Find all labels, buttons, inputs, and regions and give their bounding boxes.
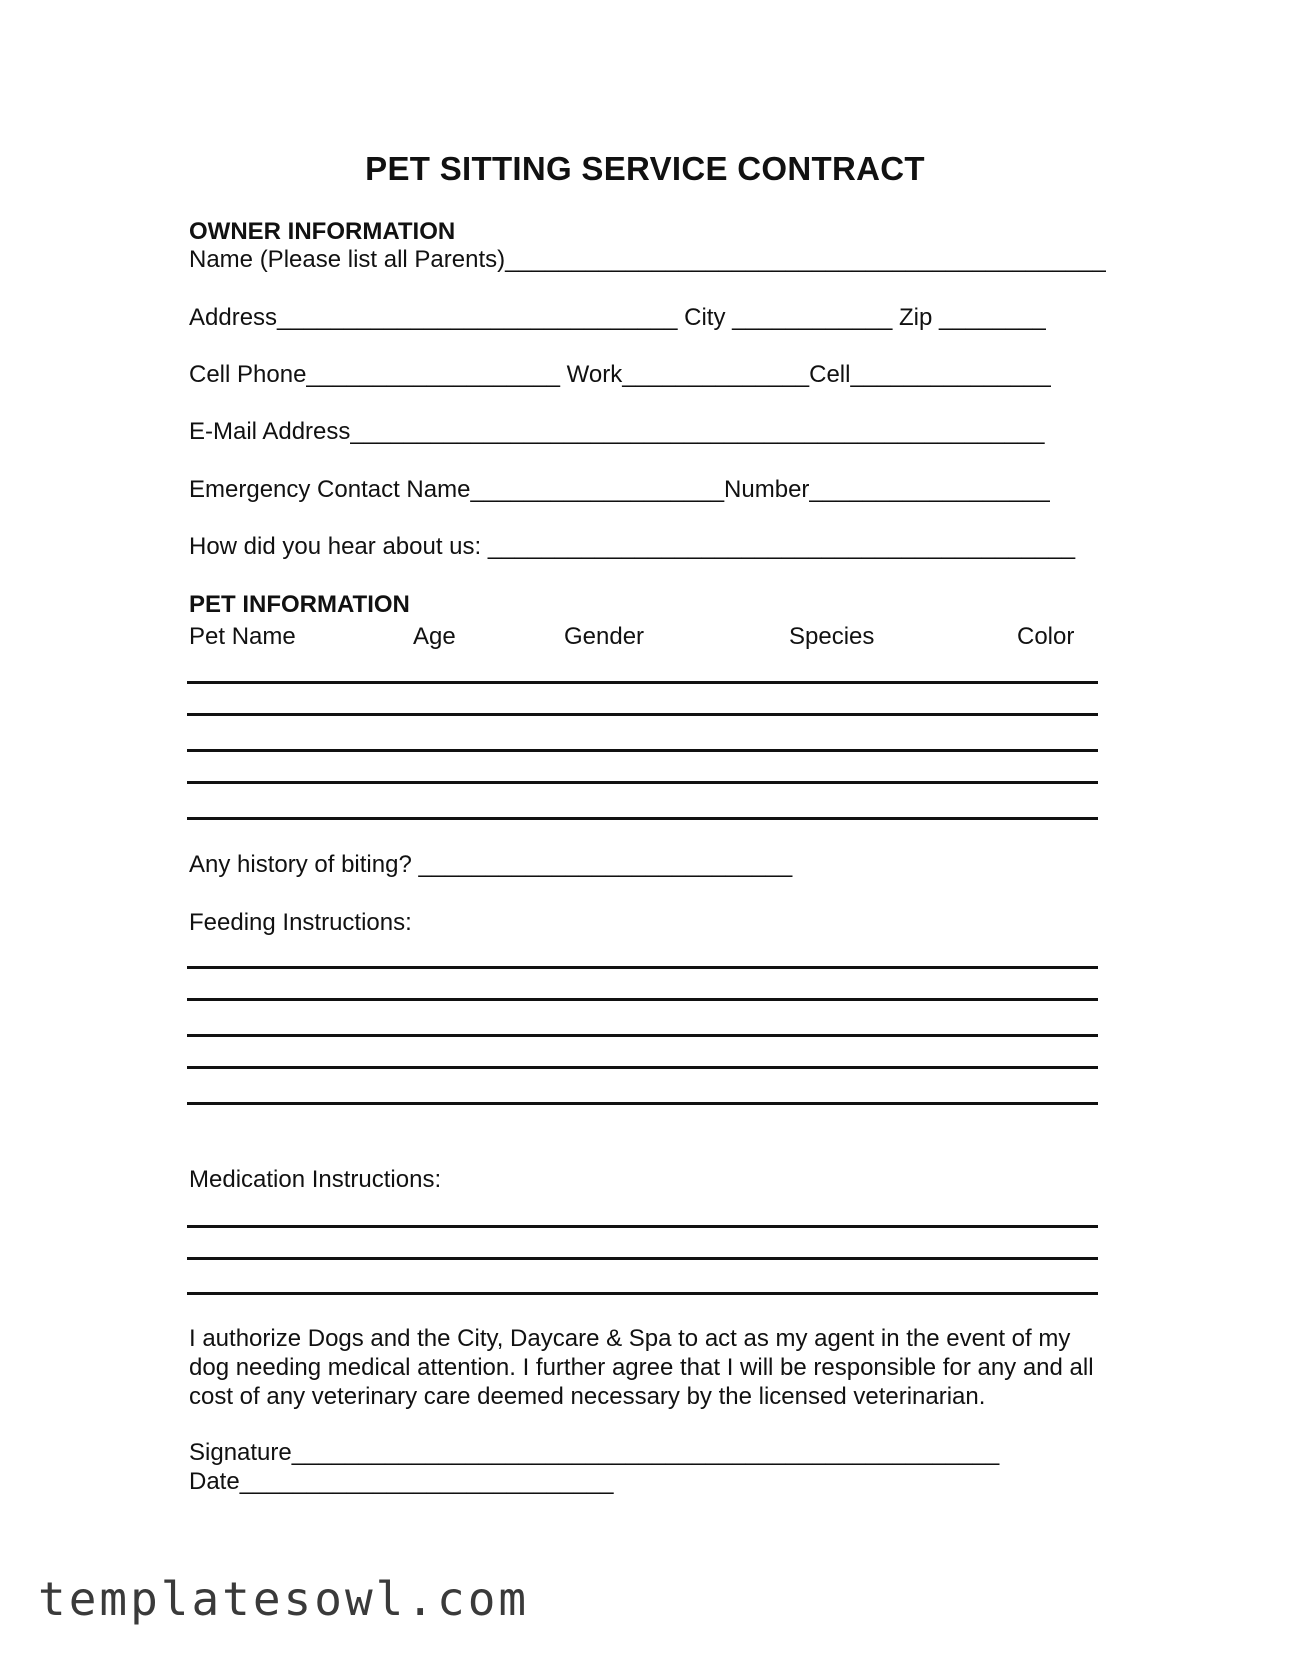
- medication-entry-line[interactable]: [187, 1292, 1098, 1295]
- feeding-entry-line[interactable]: [187, 966, 1098, 969]
- biting-history-field[interactable]: Any history of biting? ____________________________: [189, 851, 793, 878]
- column-color: Color: [1017, 623, 1075, 650]
- emergency-contact-field[interactable]: Emergency Contact Name___________________Number__________________: [189, 476, 1050, 503]
- page-title: PET SITTING SERVICE CONTRACT: [365, 150, 925, 187]
- authorization-paragraph: I authorize Dogs and the City, Daycare & Spa to act as my agent in the event of my dog needing medical attention. I further agree that I will be responsible for any and all cost of any veterinary care deemed necessary by the licensed veterinarian.: [189, 1325, 1094, 1410]
- feeding-entry-line[interactable]: [187, 1102, 1098, 1105]
- medication-entry-line[interactable]: [187, 1257, 1098, 1260]
- column-gender: Gender: [564, 623, 645, 650]
- medication-instructions-label: Medication Instructions:: [189, 1166, 442, 1193]
- pet-entry-line[interactable]: [187, 713, 1098, 716]
- referral-source-field[interactable]: How did you hear about us: ____________________________________________: [189, 533, 1076, 560]
- owner-name-field[interactable]: Name (Please list all Parents)_____________________________________________: [189, 246, 1106, 273]
- pet-entry-line[interactable]: [187, 781, 1098, 784]
- pet-information-heading: PET INFORMATION: [189, 591, 410, 618]
- pet-entry-line[interactable]: [187, 681, 1098, 684]
- phone-field[interactable]: Cell Phone___________________ Work______________Cell_______________: [189, 361, 1051, 388]
- column-age: Age: [413, 623, 456, 650]
- pet-entry-line[interactable]: [187, 817, 1098, 820]
- pet-entry-line[interactable]: [187, 749, 1098, 752]
- feeding-instructions-label: Feeding Instructions:: [189, 909, 412, 936]
- date-field[interactable]: Date____________________________: [189, 1468, 614, 1495]
- email-field[interactable]: E-Mail Address____________________________________________________: [189, 418, 1045, 445]
- medication-entry-line[interactable]: [187, 1225, 1098, 1228]
- column-species: Species: [789, 623, 875, 650]
- feeding-entry-line[interactable]: [187, 1066, 1098, 1069]
- owner-information-heading: OWNER INFORMATION: [189, 218, 456, 245]
- watermark: templatesowl.com: [38, 1572, 530, 1626]
- signature-field[interactable]: Signature_____________________________________________________: [189, 1439, 1000, 1466]
- address-field[interactable]: Address______________________________ City ____________ Zip ________: [189, 304, 1046, 331]
- feeding-entry-line[interactable]: [187, 998, 1098, 1001]
- feeding-entry-line[interactable]: [187, 1034, 1098, 1037]
- column-pet-name: Pet Name: [189, 623, 296, 650]
